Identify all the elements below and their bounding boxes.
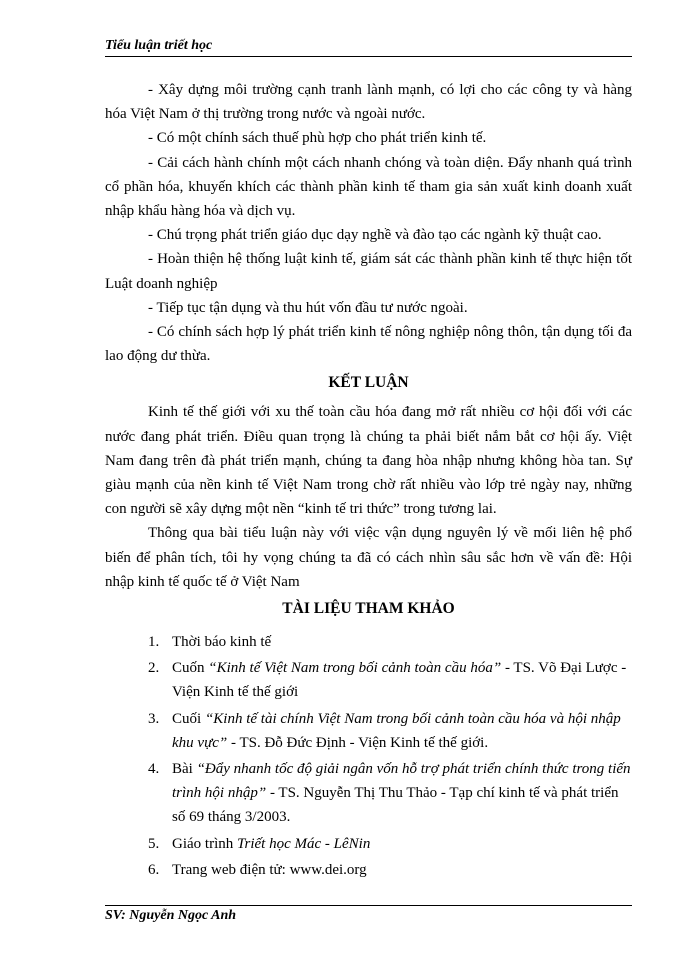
footer-rule — [105, 905, 632, 906]
conclusion-paragraph: Thông qua bài tiểu luận này với việc vận dụng nguyên lý về mối liên hệ phổ biến để phân tích, tôi hy vọng chúng ta đã có cách nhìn sâu sắc hơn về vấn đề: Hội nhập kinh tế quốc tế ở Việt Nam — [105, 525, 632, 590]
reference-number: 5. — [148, 835, 160, 852]
conclusion-paragraph: Kinh tế thế giới với xu thế toàn cầu hóa đang mở rất nhiều cơ hội đối với các nước đang phát triển. Điều quan trọng là chúng ta phải biết nắm bắt cơ hội ấy. Việt Nam đang trên đà phát triển mạnh, chúng ta đang hòa nhập nhưng không hòa tan. Sự giàu mạnh của nền kinh tế Việt Nam trong chờ rất nhiều vào lớp trẻ ngày nay, những con người sẽ xây dựng một nền “kinh tế tri thức” trong tương lai. — [105, 404, 632, 518]
reference-text: - TS. Võ Đại Lược - Viện Kinh tế thế giới — [172, 660, 627, 701]
running-header: Tiểu luận triết học — [105, 38, 213, 53]
reference-item — [105, 656, 632, 704]
reference-item — [105, 832, 632, 856]
reference-number: 3. — [148, 710, 160, 727]
bullet-paragraph: - Có chính sách hợp lý phát triển kinh tế nông nghiệp nông thôn, tận dụng tối đa lao động dư thừa. — [105, 324, 632, 365]
reference-text: Bài — [172, 761, 197, 778]
reference-number: 1. — [148, 634, 160, 651]
reference-title: “Kinh tế Việt Nam trong bối cảnh toàn cầu hóa” — [208, 660, 502, 677]
reference-title: “Kinh tế tài chính Việt Nam trong bối cảnh toàn cầu hóa và hội nhập khu vực” — [172, 710, 621, 751]
reference-item — [105, 630, 632, 654]
reference-item — [105, 757, 632, 830]
reference-text: Thời báo kinh tế — [172, 634, 272, 651]
page-content — [105, 78, 632, 884]
reference-text: Cuối — [172, 710, 205, 727]
bullet-paragraph: - Cải cách hành chính một cách nhanh chóng và toàn diện. Đẩy nhanh quá trình cổ phần hóa, khuyến khích các thành phần kinh tế tham gia sản xuất kinh doanh xuất nhập khẩu hàng hóa và dịch vụ. — [105, 154, 632, 220]
bullet-paragraph: - Có một chính sách thuế phù hợp cho phát triển kinh tế. — [148, 130, 487, 147]
conclusion-heading: KẾT LUẬN — [328, 374, 409, 392]
reference-text: Trang web điện tử: www.dei.org — [172, 861, 367, 878]
references-heading: TÀI LIỆU THAM KHẢO — [282, 600, 455, 618]
reference-title: “Đẩy nhanh tốc độ giải ngân vốn hỗ trợ phát triển chính thức trong tiến trình hội nhập” — [172, 761, 631, 802]
reference-item — [105, 858, 632, 882]
reference-number: 6. — [148, 861, 160, 878]
reference-number: 4. — [148, 761, 160, 778]
bullet-paragraph: - Tiếp tục tận dụng và thu hút vốn đầu tư nước ngoài. — [148, 299, 468, 316]
reference-item — [105, 707, 632, 755]
reference-text: - TS. Nguyễn Thị Thu Thảo - Tạp chí kinh tế và phát triển số 69 tháng 3/2003. — [172, 785, 619, 826]
running-footer: SV: Nguyễn Ngọc Anh — [105, 908, 237, 923]
bullet-paragraph: - Xây dựng môi trường cạnh tranh lành mạnh, có lợi cho các công ty và hàng hóa Việt Nam ở thị trường trong nước và ngoài nước. — [105, 82, 632, 123]
reference-title: Triết học Mác - LêNin — [237, 835, 371, 852]
bullet-paragraph: - Hoàn thiện hệ thống luật kinh tế, giám sát các thành phần kinh tế thực hiện tốt Luật doanh nghiệp — [105, 251, 632, 292]
reference-text: Giáo trình — [172, 835, 237, 852]
reference-text: - TS. Đỗ Đức Định - Viện Kinh tế thế giới. — [227, 734, 489, 751]
references-list — [105, 630, 632, 882]
header-rule — [105, 56, 632, 57]
bullet-paragraph: - Chú trọng phát triển giáo dục dạy nghề và đào tạo các ngành kỹ thuật cao. — [148, 227, 602, 244]
reference-number: 2. — [148, 660, 160, 677]
reference-text: Cuốn — [172, 660, 209, 677]
